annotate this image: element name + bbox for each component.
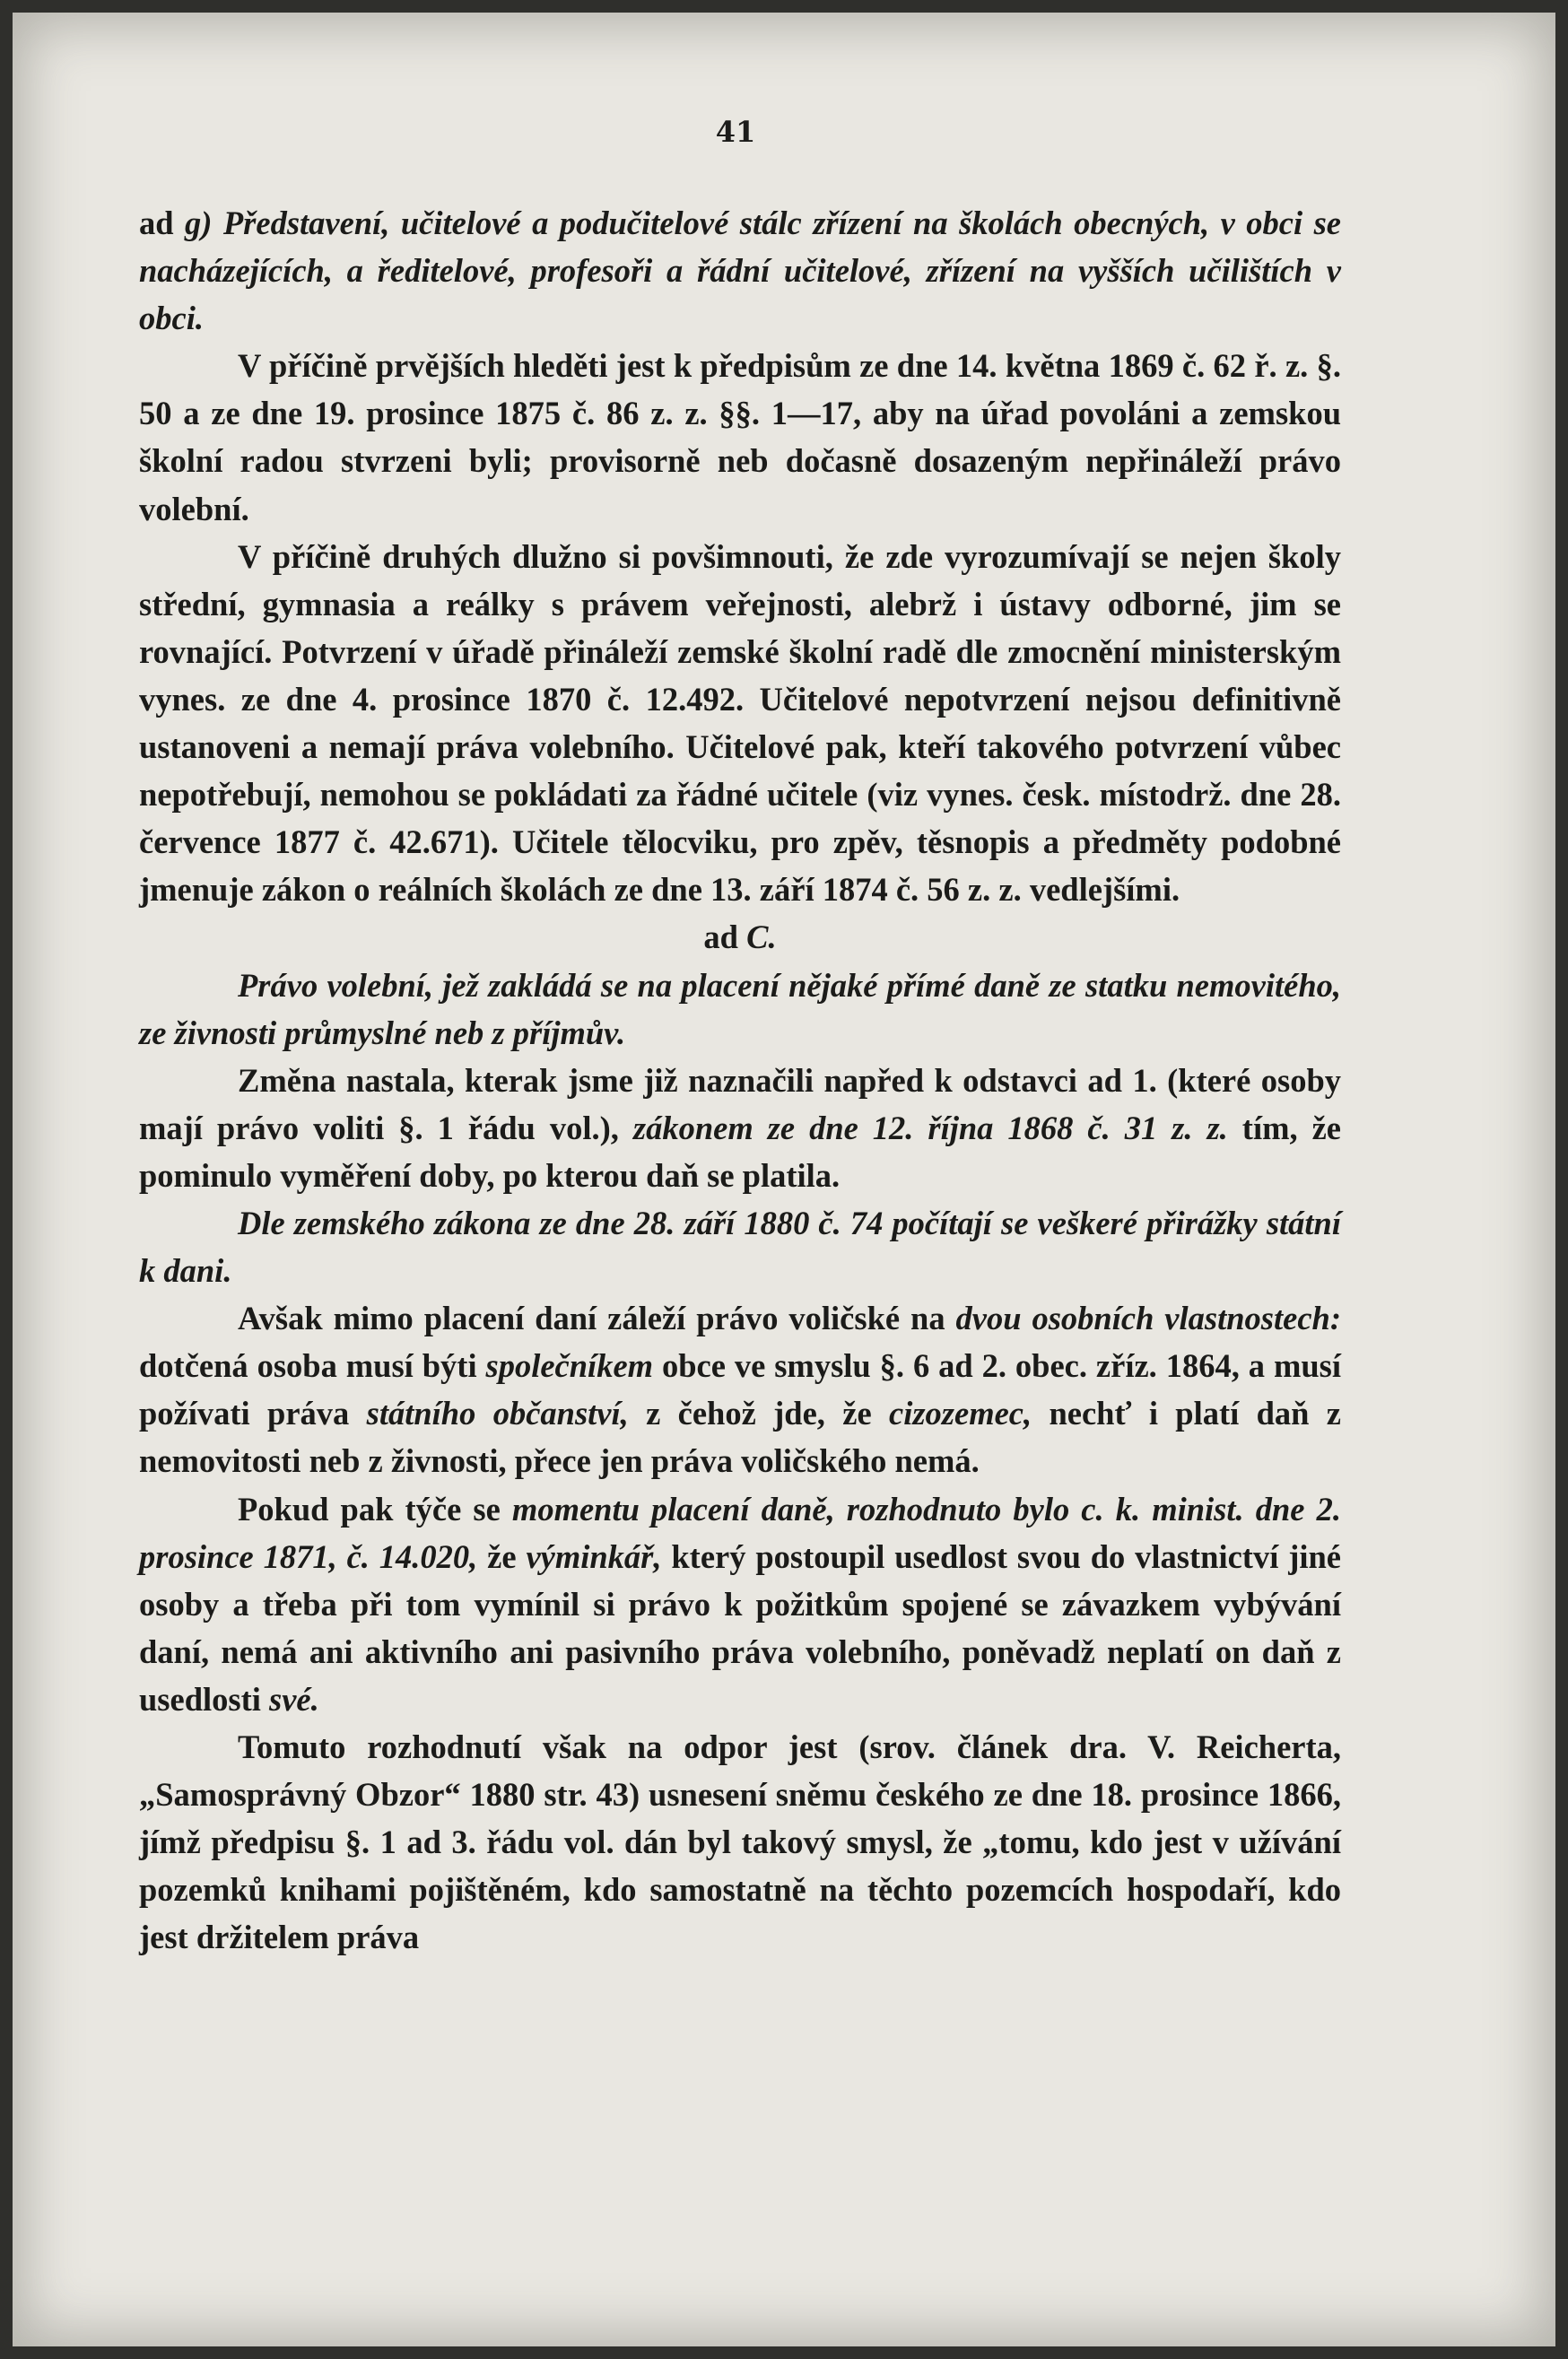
page-number: 41 — [715, 115, 756, 149]
heading-c-letter: C. — [746, 918, 777, 956]
p3-b: zákonem ze dne 12. října 1868 č. 31 z. z. — [632, 1109, 1228, 1146]
p3-a: Změna nastala, kterak jsme již naznačili napřed k odstavci ad 1. (které osoby mají právo voliti §. 1 řádu vol.), — [139, 1061, 1341, 1146]
paragraph-1: V příčině prvějších hleděti jest k předpisům ze dne 14. května 1869 č. 62 ř. z. §. 50 a ze dne 19. prosince 1875 č. 86 z. z. §§. 1—17, aby na úřad povoláni a zemskou školní radou stvrzeni byli; provisorně neb dočasně dosazeným nepřináleží právo volební. — [139, 347, 1341, 527]
ad-g-italic: g) Představení, učitelové a podučitelové stálc zřízení na školách obecných, v obci se nacházejících, a ředitelové, profesoři a řádní učitelové, zřízení na vyšších učilištích v obci. — [139, 205, 1341, 337]
paragraph-2: V příčině druhých dlužno si povšimnouti, že zde vyrozumívají se nejen školy střední, gymnasia a reálky s právem veřejnosti, alebrž i ústavy odborné, jim se rovnající. Potvrzení v úřadě přináleží zemské školní radě dle zmocnění ministerským vynes. ze dne 4. prosince 1870 č. 12.492. Učitelové nepotvrzení nejsou definitivně ustanoveni a nemají práva volebního. Učitelové pak, kteří takového potvrzení vůbec nepotřebují, nemohou se pokládati za řádné učitele (viz vynes. česk. místodrž. dne 28. července 1877 č. 42.671). Učitele tělocviku, pro zpěv, těsnopis a předměty podobné jmenuje zákon o reálních školách ze dne 13. září 1874 č. 56 z. z. vedlejšími. — [139, 537, 1341, 909]
p5-d: společníkem — [485, 1347, 654, 1385]
p5-i: nechť i platí daň z nemovitosti neb z živnosti, přece jen práva voličského nemá. — [139, 1395, 1342, 1480]
p5-e: obce ve smyslu §. 6 ad 2. obec. zříz. 1864, a musí požívati práva — [139, 1347, 1341, 1432]
p3-c: tím, že pominulo vyměření doby, po kterou daň se platila. — [139, 1109, 1341, 1194]
paragraph-6 — [139, 1485, 1341, 1723]
p6-f: své. — [269, 1680, 319, 1718]
paragraph-4: Dle zemského zákona ze dne 28. září 1880 č. 74 počítají se veškeré přirážky státní k dani. — [139, 1204, 1341, 1290]
paragraph-7: Tomuto rozhodnutí však na odpor jest (srov. článek dra. V. Reicherta, „Samosprávný Obzor“ 1880 str. 43) usnesení sněmu českého ze dne 18. prosince 1866, jímž předpisu §. 1 ad 3. řádu vol. dán byl takový smysl, že „tomu, kdo jest v užívání pozemků knihami pojištěném, kdo samostatně na těchto pozemcích hospodaří, kdo jest držitelem práva — [139, 1728, 1341, 1956]
paragraph-ad-g — [139, 199, 1341, 342]
p5-f: státního občanství, — [366, 1395, 629, 1432]
paragraph-3 — [139, 1057, 1341, 1199]
p5-b: dvou osobních vlastnostech: — [955, 1300, 1341, 1337]
section-heading-ad-c — [139, 913, 1341, 961]
p6-b: momentu placení daně, rozhodnuto bylo c. k. minist. dne 2. prosince 1871, č. 14.020, — [139, 1490, 1341, 1575]
paragraph-5 — [139, 1294, 1341, 1484]
ad-label: ad — [139, 205, 186, 241]
p6-a: Pokud pak týče se — [238, 1490, 512, 1528]
p5-g: z čehož jde, že — [628, 1395, 889, 1432]
heading-ad-label: ad — [703, 918, 747, 956]
body-text — [139, 199, 1341, 1961]
p5-a: Avšak mimo placení daní záleží právo voličské na — [238, 1300, 956, 1337]
p5-h: cizozemec, — [889, 1395, 1032, 1432]
p5-c: dotčená osoba musí býti — [139, 1347, 486, 1385]
p6-d: výminkář, — [526, 1537, 662, 1575]
p6-c: že — [477, 1537, 527, 1575]
paragraph-c-italic: Právo volební, jež zakládá se na placení nějaké přímé daně ze statku nemovitého, ze živnosti průmyslné neb z příjmův. — [139, 966, 1341, 1051]
p6-e: který postoupil usedlost svou do vlastnictví jiné osoby a třeba při tom vymínil si právo k požitkům spojené se závazkem vybývání daní, nemá ani aktivního ani pasivního práva volebního, poněvadž neplatí on daň z usedlosti — [139, 1537, 1342, 1718]
